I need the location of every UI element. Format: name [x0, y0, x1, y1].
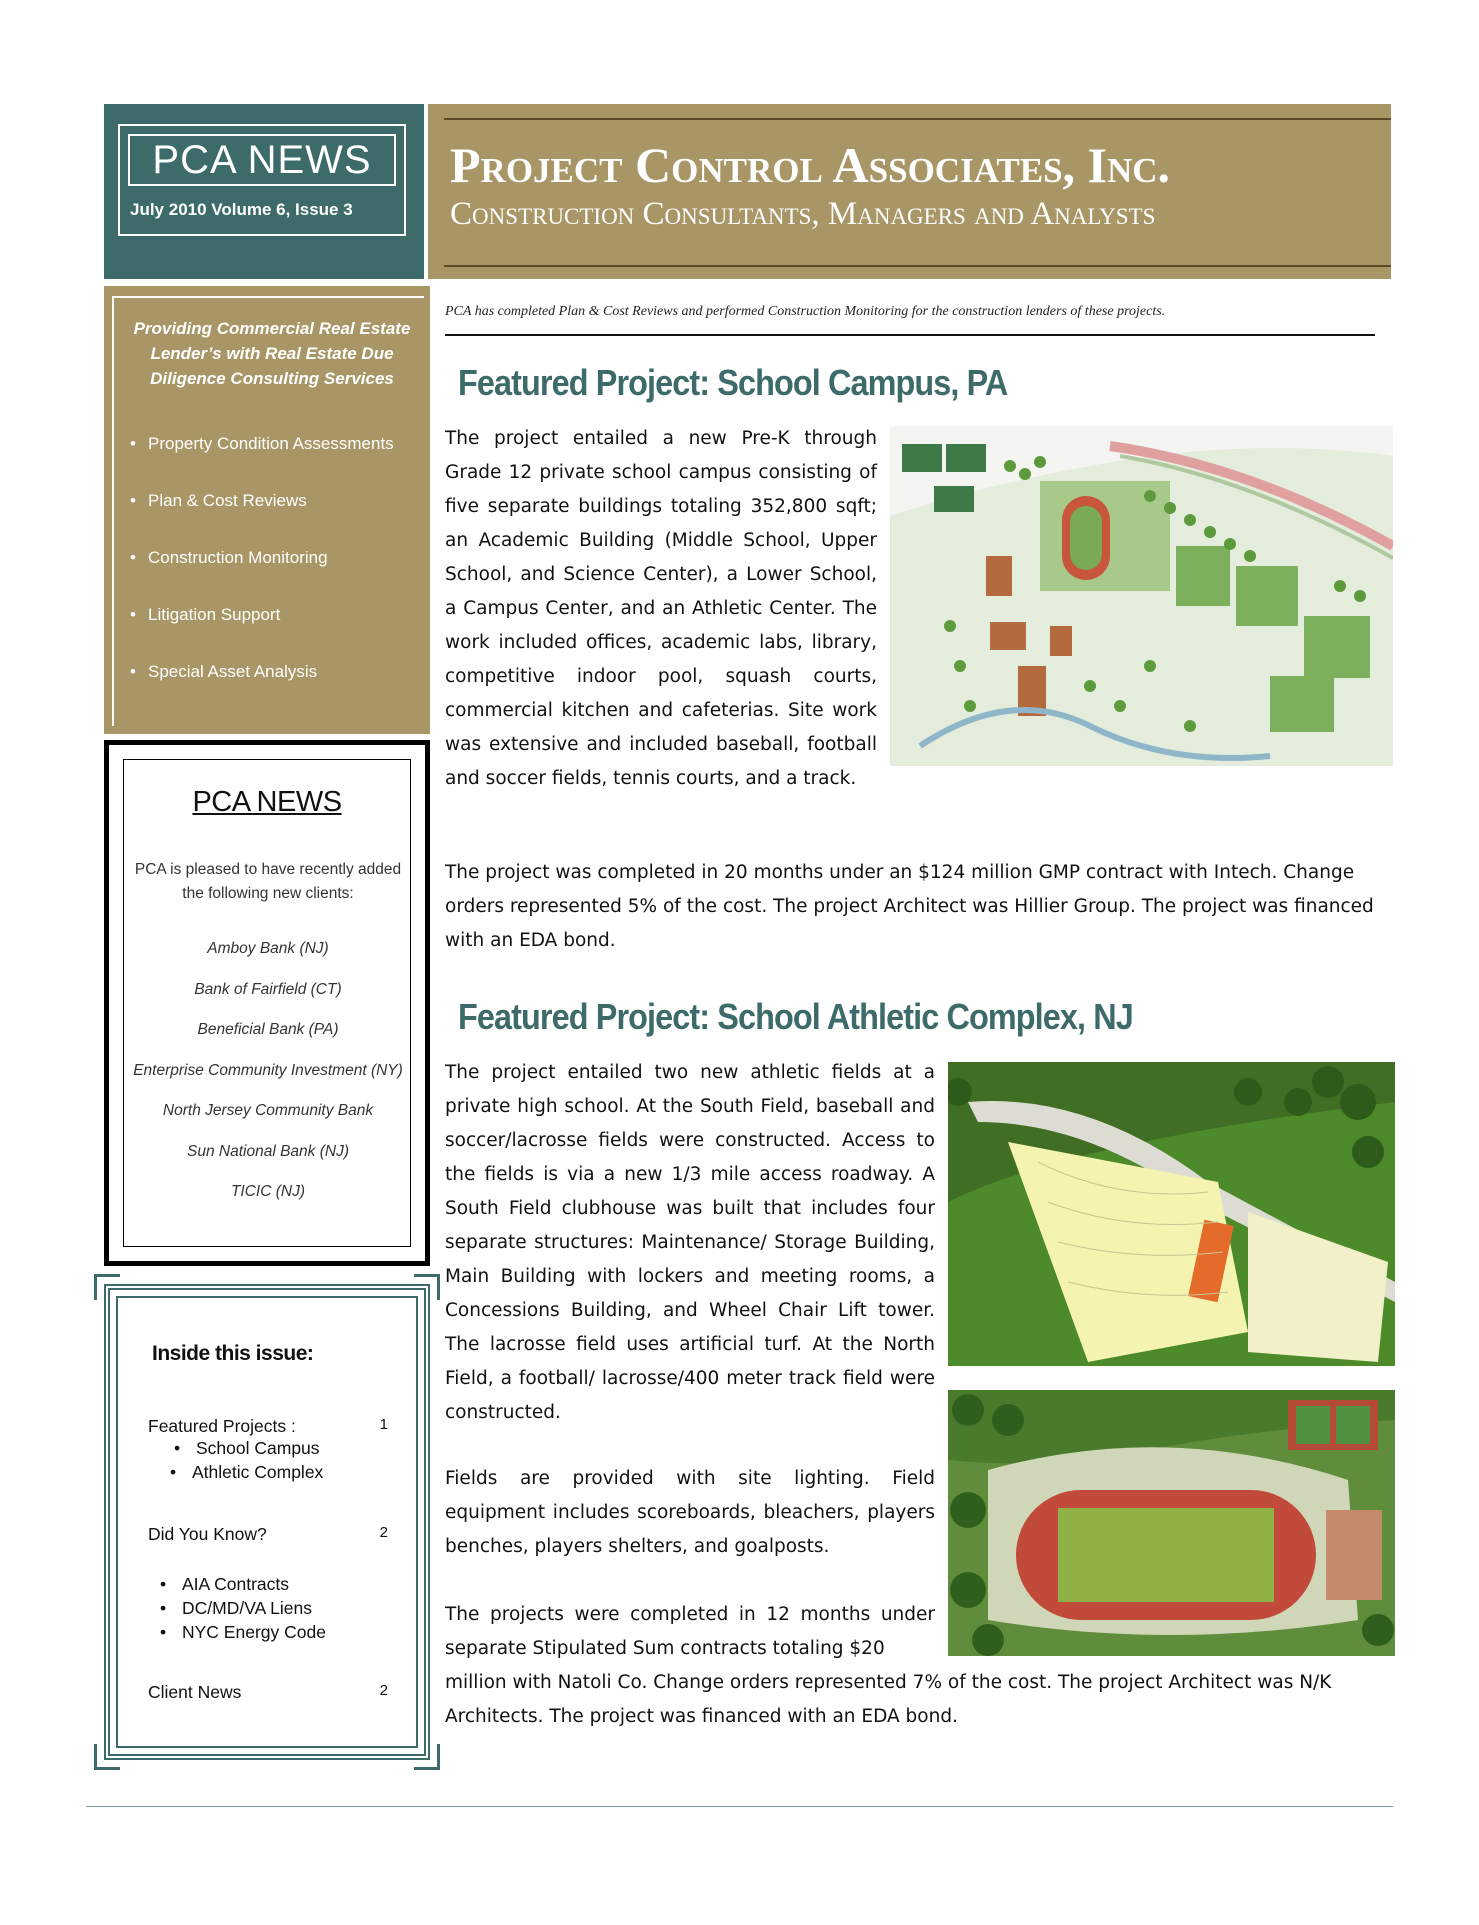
feature1-paragraph-2: The project was completed in 20 months under an $124 million GMP contract with Intech. Change orders represented 5% of the cost. The project Architect was Hillier Group. The project was financed with an EDA bond. — [445, 862, 1374, 951]
masthead-rule-top — [444, 118, 1391, 120]
client-list — [110, 940, 426, 1224]
intro-divider — [445, 334, 1375, 336]
intro-note: PCA has completed Plan & Cost Reviews and performed Construction Monitoring for the construction lenders of these projects. — [445, 304, 1166, 319]
client-item: Enterprise Community Investment (NY) — [133, 1061, 403, 1079]
inside-issue-box — [104, 1284, 430, 1760]
feature2-paragraph-3: The projects were completed in 12 months under separate Stipulated Sum contracts totaling $20 — [445, 1604, 935, 1659]
services-inner-frame — [112, 296, 424, 726]
service-item: • Litigation Support — [126, 605, 426, 662]
client-item: Beneficial Bank (PA) — [197, 1021, 339, 1038]
feature-heading-school-campus: Featured Project: School Campus, PA — [458, 362, 1008, 403]
company-name: Project Control Associates, Inc. — [450, 137, 1171, 193]
service-item: • Plan & Cost Reviews — [126, 491, 426, 548]
toc-featured-projects[interactable] — [148, 1416, 388, 1437]
client-item: Amboy Bank (NJ) — [207, 940, 329, 957]
client-news-inner-frame — [123, 759, 411, 1247]
toc-page-number: 2 — [379, 1682, 388, 1699]
company-tagline: Construction Consultants, Managers and Analysts — [450, 196, 1156, 232]
services-list — [126, 434, 426, 719]
toc-label: Client News — [148, 1682, 242, 1702]
service-item: • Special Asset Analysis — [126, 662, 426, 719]
issue-info: July 2010 Volume 6, Issue 3 — [130, 200, 353, 219]
masthead-badge-panel — [104, 104, 424, 279]
feature2-paragraph-1: The project entailed two new athletic fields at a private high school. At the South Field, baseball and soccer/lacrosse fields were constructed. Access to the fields is via a new 1/3 mile access roadway. A South Field clubhouse was built that includes four separate structures: Maintenance/ Storage Building, Main Building with lockers and meeting rooms, a Concessions Building, and Wheel Chair Lift tower. The lacrosse field uses artificial turf. At the North Field, a football/ lacrosse/400 meter track field were constructed. — [445, 1062, 935, 1423]
masthead-company-panel — [428, 104, 1391, 279]
toc-page-number: 2 — [379, 1524, 388, 1541]
services-tagline: Providing Commercial Real Estate Lender’s with Real Estate Due Diligence Consulting Services — [133, 319, 411, 388]
school-campus-site-plan-image — [890, 426, 1393, 766]
service-item: • Construction Monitoring — [126, 548, 426, 605]
north-field-site-plan-image — [948, 1390, 1395, 1656]
inside-issue-inner-frame — [116, 1296, 418, 1748]
page-bottom-rule — [86, 1806, 1393, 1807]
toc-subitem: • NYC Energy Code — [182, 1622, 326, 1643]
client-news-box — [104, 740, 430, 1266]
client-news-intro: PCA is pleased to have recently added the following new clients: — [134, 861, 402, 902]
south-field-site-plan-image — [948, 1062, 1395, 1366]
feature1-paragraph-1: The project entailed a new Pre-K through Grade 12 private school campus consisting of five separate buildings totaling 352,800 sqft; an Academic Building (Middle School, Upper School, and Science Center), a Lower School, a Campus Center, and an Athletic Center. The work included offices, academic labs, library, competitive indoor pool, squash courts, commercial kitchen and cafeterias. Site work was extensive and included baseball, football and soccer fields, tennis courts, and a track. — [445, 428, 877, 789]
feature2-paragraph-2: Fields are provided with site lighting. Field equipment includes scoreboards, bleachers, players benches, players shelters, and goalposts. — [445, 1468, 935, 1557]
feature2-paragraph-3-continued: million with Natoli Co. Change orders represented 7% of the cost. The project Architect was N/K Architects. The project was financed with an EDA bond. — [445, 1672, 1332, 1727]
toc-subitem: • School Campus — [196, 1438, 320, 1459]
newsletter-title: PCA NEWS — [128, 134, 396, 186]
newsletter-badge — [118, 124, 406, 236]
south-field-illustration — [948, 1062, 1395, 1366]
client-item: North Jersey Community Bank — [162, 1102, 374, 1119]
campus-plan-illustration — [890, 426, 1393, 766]
client-item: TICIC (NJ) — [230, 1183, 306, 1200]
toc-subitem: • DC/MD/VA Liens — [182, 1598, 312, 1619]
toc-client-news[interactable] — [148, 1682, 388, 1703]
toc-subitem: • AIA Contracts — [182, 1574, 289, 1595]
toc-subitem: • Athletic Complex — [192, 1462, 323, 1483]
toc-label: Did You Know? — [148, 1524, 267, 1544]
services-panel — [104, 286, 430, 734]
inside-issue-title: Inside this issue: — [152, 1342, 314, 1365]
feature-heading-athletic-complex: Featured Project: School Athletic Complex, NJ — [458, 996, 1133, 1037]
masthead-rule-bottom — [444, 265, 1391, 267]
toc-page-number: 1 — [379, 1416, 388, 1433]
toc-label: Featured Projects : — [148, 1416, 296, 1436]
client-item: Sun National Bank (NJ) — [187, 1142, 349, 1160]
toc-did-you-know[interactable] — [148, 1524, 388, 1545]
client-item: Bank of Fairfield (CT) — [194, 980, 342, 998]
north-field-illustration — [948, 1390, 1395, 1656]
client-news-title: PCA NEWS — [192, 786, 342, 818]
service-item: • Property Condition Assessments — [126, 434, 426, 491]
